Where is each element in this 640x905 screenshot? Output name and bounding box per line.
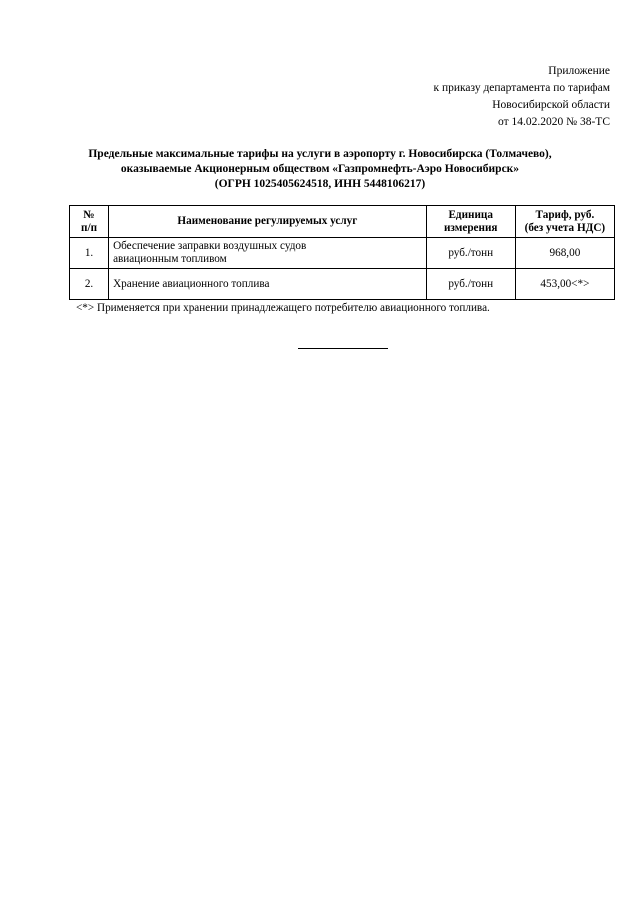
header-unit-line2: измерения [443,221,498,234]
row-service-line1: Обеспечение заправки воздушных судов [113,240,307,252]
header-num-line1: № [83,208,95,221]
header-num [70,206,109,238]
separator-line [298,348,388,349]
footnote: <*> Применяется при хранении принадлежащего потребителю авиационного топлива. [76,302,490,314]
row-tariff: 453,00<*> [515,269,614,300]
document-title [40,147,600,192]
table-row [70,238,615,269]
row-tariff: 968,00 [515,238,614,269]
header-unit-line1: Единица [448,208,493,221]
table-row [70,269,615,300]
tariffs-table [69,205,615,300]
header-service: Наименование регулируемых услуг [109,206,427,238]
title-line: оказываемые Акционерным обществом «Газпромнефть-Аэро Новосибирск» [120,163,520,175]
title-line: (ОГРН 1025405624518, ИНН 5448106217) [214,178,426,190]
appendix-line: от 14.02.2020 № 38-ТС [498,116,610,128]
row-unit: руб./тонн [426,238,515,269]
header-tariff [515,206,614,238]
appendix-line: к приказу департамента по тарифам [433,82,610,94]
title-line: Предельные максимальные тарифы на услуги в аэропорту г. Новосибирска (Толмачево), [88,148,552,160]
appendix-line: Новосибирской области [492,99,610,111]
header-unit [426,206,515,238]
appendix-line: Приложение [548,65,610,77]
row-num: 1. [70,238,109,269]
header-tariff-line2: (без учета НДС) [524,221,606,234]
row-service-line2: авиационным топливом [113,253,227,265]
row-service [109,238,427,269]
row-service: Хранение авиационного топлива [109,269,427,300]
header-tariff-line1: Тариф, руб. [535,208,595,221]
row-num: 2. [70,269,109,300]
appendix-block [433,63,610,131]
header-num-line2: п/п [81,221,98,234]
table-header-row [70,206,615,238]
row-unit: руб./тонн [426,269,515,300]
